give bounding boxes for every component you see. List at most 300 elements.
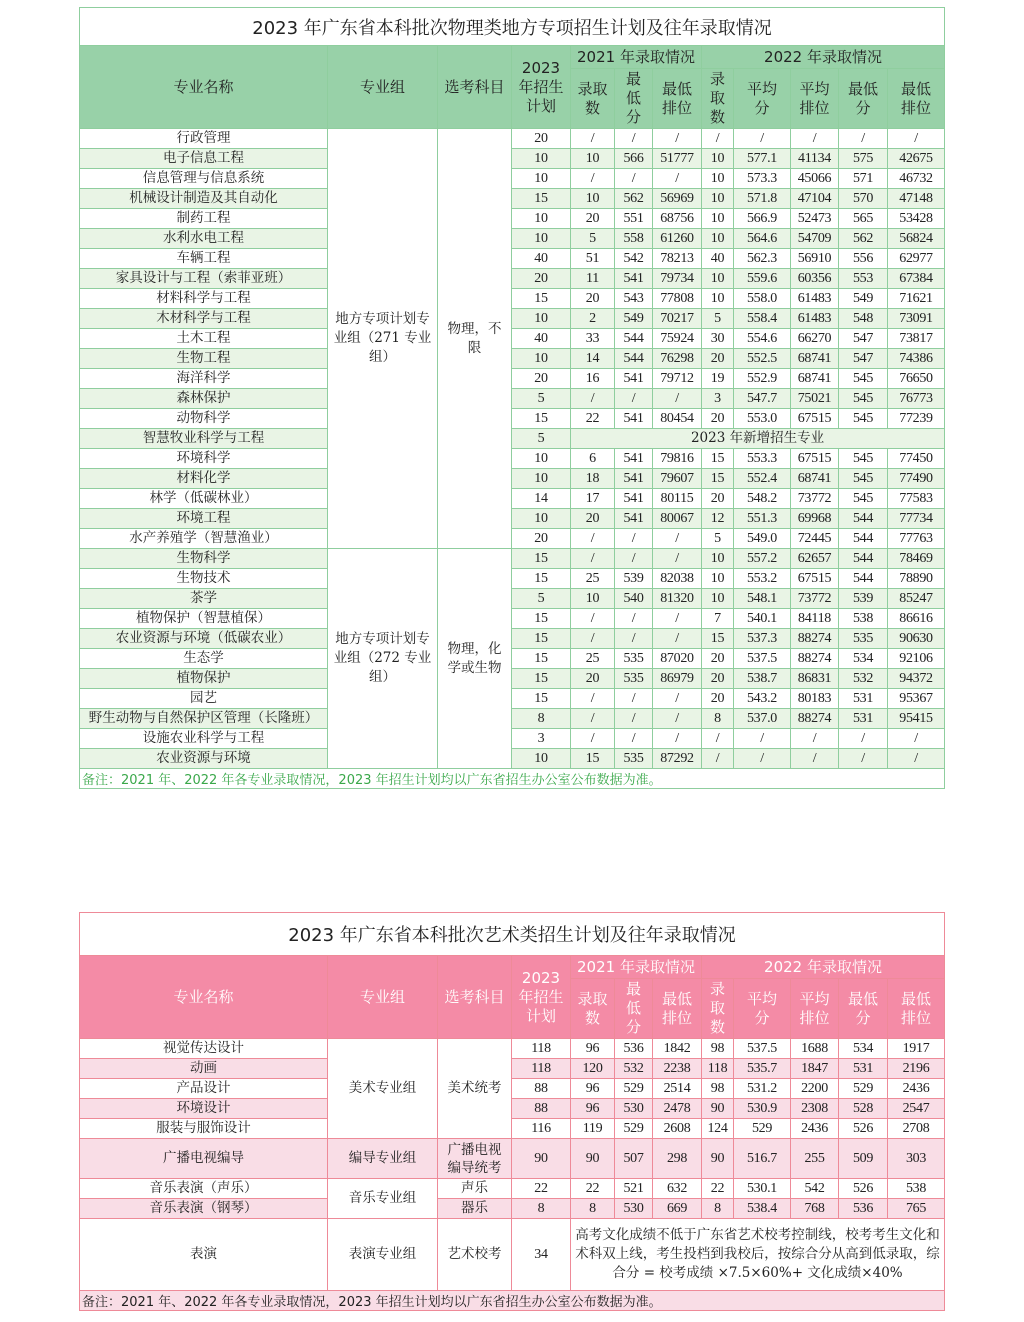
min-score-2021: 543 [615,289,653,309]
avg-rank-2022: 2436 [791,1119,839,1139]
avg-rank-2022: 66270 [791,329,839,349]
min-score-2021: 566 [615,149,653,169]
major-name: 制药工程 [80,209,328,229]
plan-2023: 15 [512,569,571,589]
min-score-2022: 538 [839,609,888,629]
min-score-2021: 540 [615,589,653,609]
table-row [80,1039,945,1059]
min-score-2021: / [615,389,653,409]
table-row [80,729,945,749]
min-rank-2021: 78213 [653,249,702,269]
header-2022-avg-rank: 平均排位 [791,979,839,1039]
header-group: 专业组 [328,46,438,129]
avg-rank-2022: 88274 [791,709,839,729]
table-row [80,1099,945,1119]
major-name: 表演 [80,1219,328,1291]
header-2022-min-rank: 最低排位 [888,69,945,129]
min-rank-2021: 79712 [653,369,702,389]
avg-score-2022: 553.0 [734,409,791,429]
admitted-2021: 15 [571,749,615,769]
major-name: 茶学 [80,589,328,609]
admitted-2021: 10 [571,149,615,169]
plan-2023: 8 [512,709,571,729]
plan-2023: 15 [512,649,571,669]
admitted-2022: / [702,729,734,749]
avg-score-2022: 566.9 [734,209,791,229]
plan-2023: 88 [512,1099,571,1119]
min-rank-2021: 61260 [653,229,702,249]
major-name: 智慧牧业科学与工程 [80,429,328,449]
min-score-2022: 547 [839,349,888,369]
plan-2023: 10 [512,169,571,189]
min-rank-2021: 86979 [653,669,702,689]
plan-2023: 40 [512,329,571,349]
table-row [80,469,945,489]
plan-2023: 118 [512,1059,571,1079]
plan-2023: 15 [512,689,571,709]
avg-score-2022: 543.2 [734,689,791,709]
plan-2023: 90 [512,1139,571,1179]
min-rank-2021: 51777 [653,149,702,169]
admitted-2022: 15 [702,449,734,469]
avg-score-2022: 562.3 [734,249,791,269]
min-score-2022: 544 [839,549,888,569]
avg-rank-2022: 67515 [791,569,839,589]
min-rank-2021: 87292 [653,749,702,769]
min-score-2022: 545 [839,469,888,489]
min-score-2022: 545 [839,409,888,429]
avg-score-2022: 558.4 [734,309,791,329]
min-score-2022: 565 [839,209,888,229]
min-rank-2021: / [653,609,702,629]
header-2022-min-score: 最低分 [839,69,888,129]
table-row [80,129,945,149]
admitted-2022: 20 [702,669,734,689]
avg-rank-2022: 68741 [791,349,839,369]
min-rank-2021: 79607 [653,469,702,489]
avg-score-2022: 535.7 [734,1059,791,1079]
min-rank-2022: 2436 [888,1079,945,1099]
table-row [80,449,945,469]
min-rank-2022: 46732 [888,169,945,189]
admitted-2022: 7 [702,609,734,629]
admitted-2021: 96 [571,1099,615,1119]
min-score-2022: 528 [839,1099,888,1119]
table-row [80,629,945,649]
avg-rank-2022: 52473 [791,209,839,229]
major-name: 水产养殖学（智慧渔业） [80,529,328,549]
header-2022-admitted: 录取数 [702,979,734,1039]
header-plan-2023: 2023年招生计划 [512,46,571,129]
admitted-2022: 15 [702,469,734,489]
major-name: 海洋科学 [80,369,328,389]
admitted-2022: 10 [702,189,734,209]
major-name: 产品设计 [80,1079,328,1099]
header-2021-min-rank: 最低排位 [653,69,702,129]
min-score-2022: 531 [839,709,888,729]
avg-rank-2022: 73772 [791,489,839,509]
min-score-2021: 536 [615,1039,653,1059]
table-row [80,429,945,449]
min-rank-2021: 68756 [653,209,702,229]
avg-rank-2022: 1688 [791,1039,839,1059]
major-name: 土木工程 [80,329,328,349]
admitted-2022: 5 [702,529,734,549]
admitted-2022: 90 [702,1099,734,1119]
avg-score-2022: 530.9 [734,1099,791,1119]
footnote: 备注：2021 年、2022 年各专业录取情况，2023 年招生计划均以广东省招生办公室公布数据为准。 [80,1291,945,1311]
avg-score-2022: 551.3 [734,509,791,529]
physics-admission-table [79,7,945,789]
major-name: 动物科学 [80,409,328,429]
admitted-2021: 25 [571,649,615,669]
subject-requirement: 广播电视编导统考 [438,1139,512,1179]
min-score-2022: / [839,129,888,149]
admitted-2021: / [571,629,615,649]
table-row [80,229,945,249]
min-score-2022: 570 [839,189,888,209]
table-row [80,149,945,169]
min-rank-2022: 538 [888,1179,945,1199]
avg-rank-2022: 61483 [791,289,839,309]
major-name: 信息管理与信息系统 [80,169,328,189]
major-name: 生物技术 [80,569,328,589]
major-name: 音乐表演（钢琴） [80,1199,328,1219]
header-subjects: 选考科目 [438,956,512,1039]
header-2022-admitted: 录取数 [702,69,734,129]
min-rank-2021: 298 [653,1139,702,1179]
table-title: 2023 年广东省本科批次艺术类招生计划及往年录取情况 [80,913,945,956]
min-score-2022: 549 [839,289,888,309]
avg-rank-2022: 1847 [791,1059,839,1079]
min-rank-2022: 71621 [888,289,945,309]
table-row [80,489,945,509]
min-rank-2022: 303 [888,1139,945,1179]
subject-requirement: 美术统考 [438,1039,512,1139]
plan-2023: 10 [512,309,571,329]
admitted-2021: 8 [571,1199,615,1219]
plan-2023: 5 [512,389,571,409]
min-rank-2022: 95367 [888,689,945,709]
min-score-2022: 534 [839,1039,888,1059]
plan-2023: 34 [512,1219,571,1291]
min-score-2022: 534 [839,649,888,669]
admitted-2022: 30 [702,329,734,349]
avg-rank-2022: 768 [791,1199,839,1219]
table-row [80,269,945,289]
avg-rank-2022: / [791,749,839,769]
table-row [80,1119,945,1139]
avg-rank-2022: 88274 [791,629,839,649]
min-rank-2022: 76650 [888,369,945,389]
min-score-2022: 539 [839,589,888,609]
admitted-2021: 6 [571,449,615,469]
new-major-note: 2023 年新增招生专业 [571,429,945,449]
min-rank-2022: / [888,129,945,149]
subject-requirement: 物理，化学或生物 [438,549,512,769]
table-row [80,1199,945,1219]
min-rank-2022: 765 [888,1199,945,1219]
min-rank-2021: / [653,689,702,709]
major-name: 生物工程 [80,349,328,369]
min-rank-2021: / [653,529,702,549]
plan-2023: 22 [512,1179,571,1199]
min-rank-2021: / [653,709,702,729]
subject-requirement: 艺术校考 [438,1219,512,1291]
admitted-2021: 10 [571,189,615,209]
major-name: 生物科学 [80,549,328,569]
min-score-2022: 556 [839,249,888,269]
min-score-2022: / [839,749,888,769]
min-score-2021: 535 [615,669,653,689]
min-rank-2021: 80067 [653,509,702,529]
group-name: 编导专业组 [328,1139,438,1179]
min-rank-2022: 42675 [888,149,945,169]
admitted-2021: 120 [571,1059,615,1079]
admitted-2021: 96 [571,1039,615,1059]
plan-2023: 40 [512,249,571,269]
admitted-2022: 8 [702,1199,734,1219]
admitted-2022: / [702,129,734,149]
major-name: 水利水电工程 [80,229,328,249]
major-name: 野生动物与自然保护区管理（长隆班） [80,709,328,729]
admitted-2022: 22 [702,1179,734,1199]
footnote: 备注：2021 年、2022 年各专业录取情况，2023 年招生计划均以广东省招生办公室公布数据为准。 [80,769,945,789]
header-2022-avg-score: 平均分 [734,69,791,129]
table-row [80,749,945,769]
min-rank-2022: 85247 [888,589,945,609]
min-rank-2022: 92106 [888,649,945,669]
min-score-2021: 541 [615,269,653,289]
avg-score-2022: 549.0 [734,529,791,549]
plan-2023: 3 [512,729,571,749]
plan-2023: 10 [512,469,571,489]
min-score-2021: 535 [615,749,653,769]
min-score-2022: 509 [839,1139,888,1179]
table-row [80,389,945,409]
min-score-2021: 544 [615,329,653,349]
avg-score-2022: / [734,729,791,749]
table-row [80,409,945,429]
header-group: 专业组 [328,956,438,1039]
table-row [80,169,945,189]
plan-2023: 88 [512,1079,571,1099]
table-row [80,589,945,609]
min-rank-2022: 1917 [888,1039,945,1059]
header-2022: 2022 年录取情况 [702,46,945,69]
min-rank-2022: / [888,749,945,769]
avg-score-2022: 531.2 [734,1079,791,1099]
art-admission-table [79,912,945,1311]
admitted-2021: 22 [571,1179,615,1199]
min-score-2021: 544 [615,349,653,369]
plan-2023: 10 [512,509,571,529]
avg-score-2022: 553.3 [734,449,791,469]
avg-score-2022: 537.5 [734,649,791,669]
min-score-2022: 544 [839,509,888,529]
avg-score-2022: 571.8 [734,189,791,209]
min-rank-2021: 79734 [653,269,702,289]
min-rank-2022: 62977 [888,249,945,269]
major-name: 森林保护 [80,389,328,409]
min-score-2021: 521 [615,1179,653,1199]
major-name: 音乐表演（声乐） [80,1179,328,1199]
avg-rank-2022: 45066 [791,169,839,189]
admitted-2022: 12 [702,509,734,529]
avg-score-2022: 537.0 [734,709,791,729]
major-name: 植物保护（智慧植保） [80,609,328,629]
table-row [80,1079,945,1099]
admitted-2022: 98 [702,1039,734,1059]
avg-score-2022: / [734,749,791,769]
major-name: 材料科学与工程 [80,289,328,309]
avg-score-2022: 537.5 [734,1039,791,1059]
plan-2023: 10 [512,349,571,369]
admitted-2021: 51 [571,249,615,269]
major-name: 林学（低碳林业） [80,489,328,509]
avg-score-2022: 577.1 [734,149,791,169]
admitted-2021: 5 [571,229,615,249]
min-rank-2022: 78469 [888,549,945,569]
table-row [80,309,945,329]
min-rank-2022: / [888,729,945,749]
avg-score-2022: 557.2 [734,549,791,569]
avg-score-2022: 564.6 [734,229,791,249]
admitted-2021: 20 [571,669,615,689]
avg-score-2022: 540.1 [734,609,791,629]
min-score-2022: 553 [839,269,888,289]
major-name: 环境科学 [80,449,328,469]
header-2022-avg-rank: 平均排位 [791,69,839,129]
min-score-2021: 541 [615,449,653,469]
min-score-2022: 545 [839,449,888,469]
plan-2023: 5 [512,589,571,609]
min-rank-2021: 56969 [653,189,702,209]
min-rank-2022: 53428 [888,209,945,229]
table-row [80,209,945,229]
min-rank-2021: 82038 [653,569,702,589]
major-name: 环境工程 [80,509,328,529]
min-rank-2022: 76773 [888,389,945,409]
major-name: 材料化学 [80,469,328,489]
avg-rank-2022: 56910 [791,249,839,269]
min-score-2022: 548 [839,309,888,329]
header-2022-avg-score: 平均分 [734,979,791,1039]
min-rank-2021: 80454 [653,409,702,429]
admitted-2022: 10 [702,209,734,229]
avg-rank-2022: 73772 [791,589,839,609]
admitted-2022: 10 [702,269,734,289]
plan-2023: 15 [512,629,571,649]
avg-score-2022: 538.7 [734,669,791,689]
plan-2023: 8 [512,1199,571,1219]
admitted-2021: 10 [571,589,615,609]
admitted-2022: 20 [702,689,734,709]
avg-score-2022: 552.5 [734,349,791,369]
table-row [80,349,945,369]
min-rank-2022: 2196 [888,1059,945,1079]
min-rank-2022: 77583 [888,489,945,509]
admitted-2022: 10 [702,569,734,589]
avg-rank-2022: 86831 [791,669,839,689]
plan-2023: 15 [512,189,571,209]
admitted-2021: 11 [571,269,615,289]
plan-2023: 20 [512,529,571,549]
min-score-2021: 551 [615,209,653,229]
admitted-2022: 15 [702,629,734,649]
major-name: 视觉传达设计 [80,1039,328,1059]
admitted-2021: 20 [571,209,615,229]
min-score-2022: 571 [839,169,888,189]
avg-rank-2022: 67515 [791,449,839,469]
min-rank-2021: / [653,129,702,149]
table-row [80,609,945,629]
table-row [80,669,945,689]
min-rank-2021: 76298 [653,349,702,369]
plan-2023: 116 [512,1119,571,1139]
admitted-2022: 5 [702,309,734,329]
table-row [80,329,945,349]
group-name: 美术专业组 [328,1039,438,1139]
admitted-2021: / [571,729,615,749]
header-2021-min-score: 最低分 [615,69,653,129]
major-name: 机械设计制造及其自动化 [80,189,328,209]
header-2022-min-rank: 最低排位 [888,979,945,1039]
min-rank-2022: 90630 [888,629,945,649]
admission-rule-description: 高考文化成绩不低于广东省艺术校考控制线，校考考生文化和术科双上线，考生投档到我校后，按综合分从高到低录取，综合分 = 校考成绩 ×7.5×60%+ 文化成绩×40% [571,1219,945,1291]
min-score-2021: 541 [615,369,653,389]
admitted-2022: 40 [702,249,734,269]
avg-rank-2022: 60356 [791,269,839,289]
major-name: 车辆工程 [80,249,328,269]
admitted-2021: / [571,709,615,729]
admitted-2022: 10 [702,169,734,189]
avg-score-2022: 530.1 [734,1179,791,1199]
avg-rank-2022: / [791,129,839,149]
min-score-2022: 545 [839,369,888,389]
group-name: 表演专业组 [328,1219,438,1291]
admitted-2022: 10 [702,549,734,569]
avg-score-2022: 548.2 [734,489,791,509]
admitted-2021: / [571,389,615,409]
min-rank-2021: 79816 [653,449,702,469]
avg-score-2022: 548.1 [734,589,791,609]
min-rank-2021: 77808 [653,289,702,309]
plan-2023: 10 [512,749,571,769]
avg-score-2022: / [734,129,791,149]
min-score-2021: 530 [615,1099,653,1119]
min-rank-2021: 70217 [653,309,702,329]
min-rank-2021: 81320 [653,589,702,609]
avg-rank-2022: 61483 [791,309,839,329]
header-2021-admitted: 录取数 [571,979,615,1039]
min-rank-2022: 77490 [888,469,945,489]
min-score-2021: 549 [615,309,653,329]
major-name: 广播电视编导 [80,1139,328,1179]
min-score-2022: 531 [839,689,888,709]
admitted-2022: 20 [702,349,734,369]
avg-score-2022: 529 [734,1119,791,1139]
admitted-2022: 10 [702,229,734,249]
avg-score-2022: 547.7 [734,389,791,409]
min-rank-2022: 47148 [888,189,945,209]
avg-rank-2022: 542 [791,1179,839,1199]
min-rank-2021: / [653,389,702,409]
admitted-2021: 22 [571,409,615,429]
admitted-2021: 33 [571,329,615,349]
header-subjects: 选考科目 [438,46,512,129]
min-rank-2021: 2514 [653,1079,702,1099]
